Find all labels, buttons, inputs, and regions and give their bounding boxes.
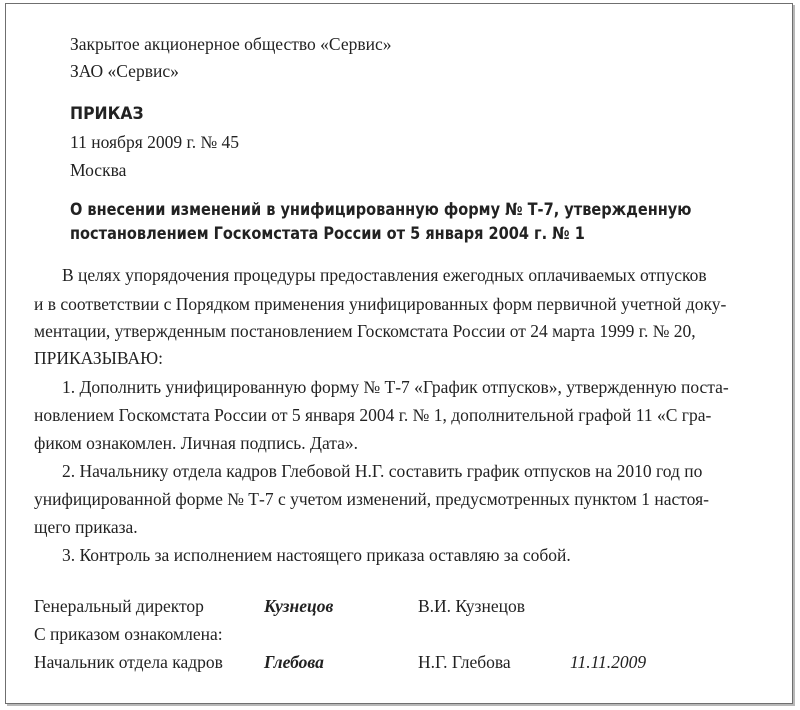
item-1-line-2: новлением Госкомстата России от 5 января 2004 г. № 1, дополнительной графой 11 «С гра- [34,405,712,425]
acknowledgement-label: С приказом ознакомлена: [34,624,223,644]
item-2-line-3: щего приказа. [34,517,138,537]
document-type-heading: ПРИКАЗ [70,104,144,124]
item-3-line-1: 3. Контроль за исполнением настоящего приказа оставляю за собой. [62,545,571,565]
director-title: Генеральный директор [34,596,204,616]
preamble-line-2: и в соответствии с Порядком применения унифицированных форм первичной учетной доку- [34,294,727,314]
order-date-number: 11 ноября 2009 г. № 45 [70,132,240,152]
order-directive: ПРИКАЗЫВАЮ: [34,348,163,368]
hr-name: Н.Г. Глебова [418,652,511,672]
item-1-line-3: фиком ознакомлен. Личная подпись. Дата». [34,433,359,453]
director-signature: Кузнецов [264,596,334,616]
company-short-name: ЗАО «Сервис» [70,61,179,81]
subject-line-1: О внесении изменений в унифицированную форму № Т-7, утвержденную [70,200,692,220]
item-2-line-1: 2. Начальнику отдела кадров Глебовой Н.Г. составить график отпусков на 2010 год по [62,461,703,481]
item-2-line-2: унифицированной форме № Т-7 с учетом изменений, предусмотренных пунктом 1 настоя- [34,489,709,509]
order-city: Москва [70,160,127,180]
item-1-line-1: 1. Дополнить унифицированную форму № Т-7 «График отпусков», утвержденную поста- [62,377,729,397]
company-full-name: Закрытое акционерное общество «Сервис» [70,34,392,54]
director-name: В.И. Кузнецов [418,596,525,616]
hr-signature: Глебова [264,652,324,672]
hr-title: Начальник отдела кадров [34,652,223,672]
hr-acknowledgement-date: 11.11.2009 [570,652,647,672]
subject-line-2: постановлением Госкомстата России от 5 января 2004 г. № 1 [70,224,585,244]
preamble-line-1: В целях упорядочения процедуры предоставления ежегодных оплачиваемых отпусков [62,265,707,285]
preamble-line-3: ментации, утвержденным постановлением Госкомстата России от 24 марта 1999 г. № 20, [34,321,696,341]
